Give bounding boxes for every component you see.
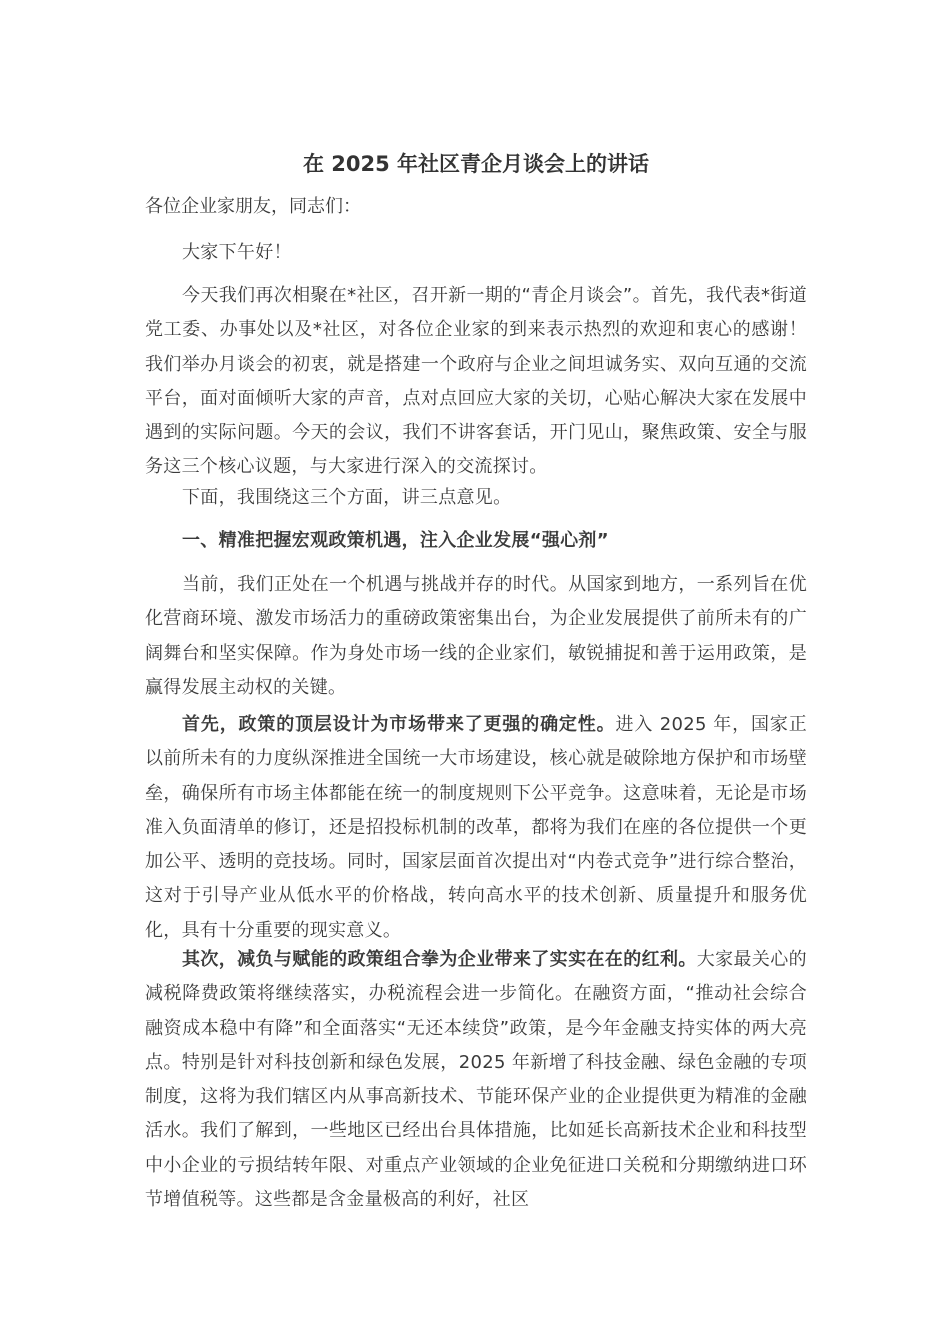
paragraph-text: 进入 2025 年，国家正以前所未有的力度纵深推进全国统一大市场建设，核心就是破除地方保护和市场壁垒，确保所有市场主体都能在统一的制度规则下公平竞争。这意味着，无论是市场准入负面清单的修订，还是招投标机制的改革，都将为我们在座的各位提供一个更加公平、透明的竞技场。同时，国家层面首次提出对“内卷式竞争”进行综合整治，这对于引导产业从低水平的价格战，转向高水平的技术创新、质量提升和服务优化，具有十分重要的现实意义。 — [145, 714, 807, 941]
paragraph-lead: 首先，政策的顶层设计为市场带来了更强的确定性。 — [182, 714, 616, 735]
salutation: 各位企业家朋友，同志们： — [145, 196, 361, 217]
paragraph-text: 当前，我们正处在一个机遇与挑战并存的时代。从国家到地方，一系列旨在优化营商环境、激发市场活力的重磅政策密集出台，为企业发展提供了前所未有的广阔舞台和坚实保障。作为身处市场一线的企业家们，敏锐捕捉和善于运用政策，是赢得发展主动权的关键。 — [145, 574, 807, 698]
paragraph-lead: 其次，减负与赋能的政策组合拳为企业带来了实实在在的红利。 — [182, 949, 697, 970]
greeting: 大家下午好！ — [182, 242, 292, 263]
paragraph-text: 今天我们再次相聚在*社区，召开新一期的“青企月谈会”。首先，我代表*街道党工委、办事处以及*社区，对各位企业家的到来表示热烈的欢迎和衷心的感谢！我们举办月谈会的初衷，就是搭建一个政府与企业之间坦诚务实、双向互通的交流平台，面对面倾听大家的声音，点对点回应大家的关切，心贴心解决大家在发展中遇到的实际问题。今天的会议，我们不讲客套话，开门见山，聚焦政策、安全与服务这三个核心议题，与大家进行深入的交流探讨。 — [145, 285, 807, 478]
paragraph-text: 下面，我围绕这三个方面，讲三点意见。 — [182, 487, 512, 508]
paragraph-context — [145, 568, 807, 705]
document-title: 在 2025 年社区青企月谈会上的讲话 — [302, 152, 650, 176]
paragraph-outline — [145, 481, 807, 515]
paragraph-second-point — [145, 943, 807, 1217]
section-heading-1 — [145, 524, 807, 558]
paragraph-text: 大家最关心的减税降费政策将继续落实，办税流程会进一步简化。在融资方面，“推动社会综合融资成本稳中有降”和全面落实“无还本续贷”政策，是今年金融支持实体的两大亮点。特别是针对科技创新和绿色发展，2025 年新增了科技金融、绿色金融的专项制度，这将为我们辖区内从事高新技术、节能环保产业的企业提供更为精准的金融活水。我们了解到，一些地区已经出台具体措施，比如延长高新技术企业和科技型中小企业的亏损结转年限、对重点产业领域的企业免征进口关税和分期缴纳进口环节增值税等。这些都是含金量极高的利好，社区 — [145, 949, 807, 1211]
heading-text: 一、精准把握宏观政策机遇，注入企业发展“强心剂” — [182, 530, 609, 551]
paragraph-first-point — [145, 708, 807, 948]
paragraph-intro — [145, 279, 807, 485]
